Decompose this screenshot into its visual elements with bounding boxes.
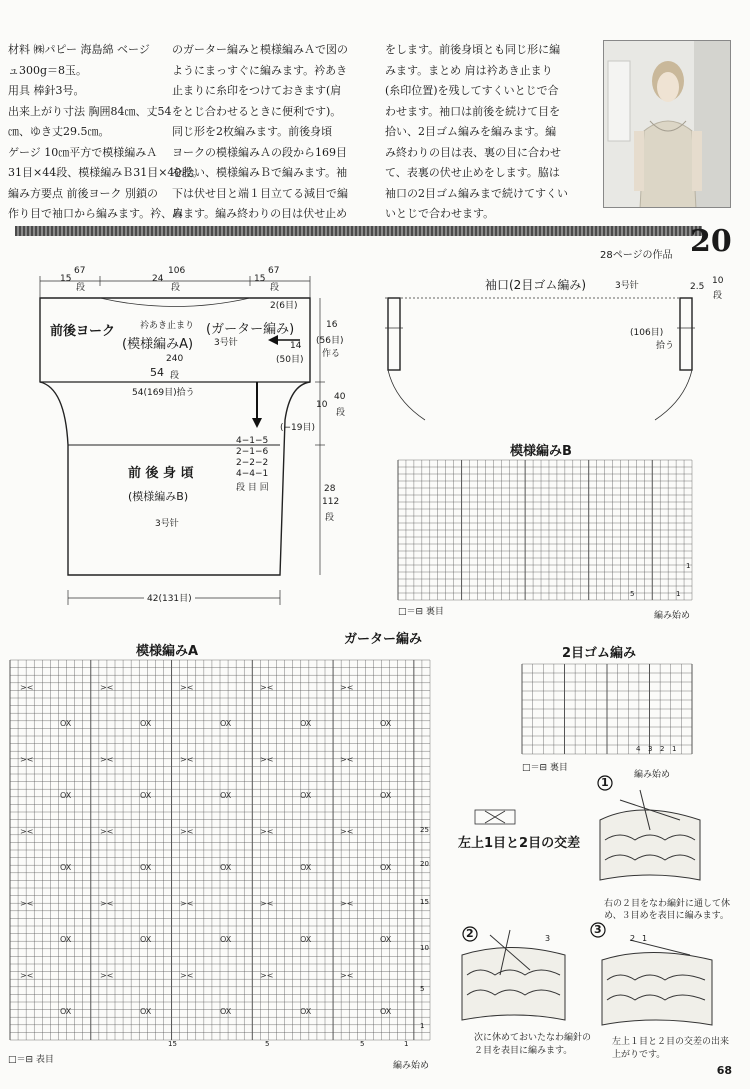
rib-col-2: 2 — [660, 745, 665, 753]
chart-a-bottom-1: 1 — [404, 1040, 409, 1048]
chart-a-row-10: 10 — [420, 944, 429, 952]
dim-16: 16 — [326, 320, 338, 330]
chart-a-row-5: 5 — [420, 985, 425, 993]
chart-a-legend: □＝⊟ 表目 — [8, 1055, 54, 1065]
intro-line: ようにまっすぐに編みます。衿あき — [172, 63, 348, 77]
svg-text:><: >< — [20, 755, 34, 764]
chart-b-start: 編み始め — [654, 611, 691, 621]
svg-text:OX: OX — [60, 791, 72, 800]
svg-text:><: >< — [260, 899, 274, 908]
svg-text:OX: OX — [140, 1007, 152, 1016]
svg-text:><: >< — [180, 683, 194, 692]
decrease-2: 2−1−6 — [236, 447, 269, 457]
svg-text:><: >< — [340, 683, 354, 692]
body-title: 前 後 身 頃 — [128, 466, 194, 481]
step2-text-2: ２目を表目に編みます。 — [474, 1046, 573, 1056]
neck-label: 衿あき止まり — [140, 321, 195, 331]
chart-a-bottom-5b: 5 — [360, 1040, 365, 1048]
rib-title: 2目ゴム編み — [562, 646, 637, 661]
body-needle: 3号针 — [155, 519, 179, 529]
step3-text-2: 上がりです。 — [612, 1050, 666, 1060]
svg-text:OX: OX — [220, 863, 232, 872]
chart-a-row-15: 15 — [420, 898, 429, 906]
stitch-num-3: 3 — [545, 934, 551, 943]
chart-a-row-20: 20 — [420, 860, 429, 868]
svg-text:><: >< — [340, 899, 354, 908]
intro-line: をします。前後身頃とも同じ形に編 — [385, 43, 561, 56]
svg-text:OX: OX — [300, 719, 312, 728]
intro-line: 作り目で袖口から編みます。衿、肩 — [8, 207, 184, 220]
intro-line: み終わりの目は表、裏の目に合わせ — [385, 145, 561, 159]
svg-text:OX: OX — [220, 791, 232, 800]
dim-67-right: 67 — [268, 266, 280, 276]
chart-a-start: 編み始め — [393, 1061, 430, 1071]
intro-line: ゲージ 10㎝平方で模様編みＡ — [8, 145, 158, 159]
decrease-units: 段 目 回 — [236, 483, 269, 493]
svg-text:><: >< — [100, 899, 114, 908]
decrease-3: 2−2−2 — [236, 458, 269, 468]
svg-text:OX: OX — [220, 719, 232, 728]
cuff-dim-dan: 段 — [713, 291, 723, 301]
svg-text:OX: OX — [140, 791, 152, 800]
dim-dan-left: 段 — [76, 283, 86, 293]
svg-text:OX: OX — [140, 863, 152, 872]
chart-a-bottom-5a: 5 — [265, 1040, 270, 1048]
svg-text:><: >< — [340, 971, 354, 980]
dim-50: (50目) — [276, 355, 304, 365]
yoke-needle: 3号针 — [214, 338, 238, 348]
svg-text:><: >< — [100, 971, 114, 980]
dim-2-6: 2(6目) — [270, 301, 298, 311]
svg-text:><: >< — [100, 755, 114, 764]
dim-112-dan: 段 — [325, 513, 335, 523]
dim-40-dan: 段 — [336, 408, 346, 418]
svg-text:OX: OX — [380, 935, 392, 944]
svg-text:><: >< — [260, 683, 274, 692]
step1-text-1: 右の２目をなわ編針に通して休 — [604, 899, 731, 909]
svg-text:><: >< — [260, 755, 274, 764]
rib-legend: □＝⊟ 裏目 — [522, 763, 568, 773]
body-pattern: (模様編みB) — [128, 490, 189, 503]
svg-text:><: >< — [20, 899, 34, 908]
chart-b-title: 模様編みB — [510, 444, 572, 459]
svg-text:OX: OX — [60, 1007, 72, 1016]
dim-14: 14 — [290, 341, 302, 351]
dim-106: 106 — [168, 266, 186, 276]
dim-42: 42(131目) — [144, 591, 195, 604]
svg-text:OX: OX — [220, 935, 232, 944]
cuff-dim-25: 2.5 — [690, 282, 705, 292]
width-240: 240 — [166, 354, 184, 364]
intro-line: を拾い、模様編みＢで編みます。袖 — [172, 166, 348, 179]
step1-text-2: め、３目めを表目に編みます。 — [604, 911, 729, 921]
svg-text:OX: OX — [220, 1007, 232, 1016]
chart-a-row-1: 1 — [420, 1022, 425, 1030]
step1-number: 1 — [601, 776, 609, 789]
dim-15-left: 15 — [60, 274, 72, 284]
svg-text:OX: OX — [380, 1007, 392, 1016]
yoke-title: 前後ヨーク — [50, 324, 116, 339]
svg-text:><: >< — [180, 899, 194, 908]
intro-line: ュ300g＝8玉。 — [8, 63, 88, 77]
cuff-pickup-1: (106目) — [630, 328, 664, 338]
svg-text:OX: OX — [380, 863, 392, 872]
cuff-needle: 3号针 — [615, 281, 639, 291]
dim-24: 24 — [152, 274, 164, 284]
chart-a-row-25: 25 — [420, 826, 429, 834]
step2-number: 2 — [466, 927, 474, 940]
svg-text:OX: OX — [380, 719, 392, 728]
svg-text:><: >< — [20, 683, 34, 692]
dim-dan-mid: 段 — [171, 283, 181, 293]
svg-text:><: >< — [260, 971, 274, 980]
svg-text:OX: OX — [300, 1007, 312, 1016]
svg-text:OX: OX — [60, 719, 72, 728]
dim-67-left: 67 — [74, 266, 86, 276]
svg-text:OX: OX — [140, 935, 152, 944]
step2-text-1: 次に休めておいたなわ編針の — [474, 1033, 592, 1043]
svg-text:><: >< — [20, 827, 34, 836]
intro-line: 用具 棒針3号。 — [8, 84, 85, 97]
intro-line: 材料 ㈱パピー 海島綿 ベージ — [8, 43, 150, 56]
width-54: 54 — [150, 366, 164, 379]
svg-text:><: >< — [100, 827, 114, 836]
chart-b-col1: 1 — [676, 590, 681, 598]
dim-minus19: (−19目) — [280, 423, 316, 433]
rib-col-4: 4 — [636, 745, 641, 753]
svg-text:OX: OX — [300, 935, 312, 944]
page-number: 68 — [716, 1064, 732, 1077]
svg-text:><: >< — [340, 755, 354, 764]
width-dan: 段 — [170, 371, 180, 381]
stitch-num-2: 2 — [630, 934, 636, 943]
intro-line: て、表裏の伏せ止めをします。脇は — [385, 166, 560, 179]
dim-28: 28 — [324, 484, 336, 494]
step3-text-1: 左上１目と２目の交差の出来 — [612, 1037, 730, 1047]
stitch-num-1: 1 — [642, 934, 648, 943]
svg-text:OX: OX — [140, 719, 152, 728]
intro-line: ㎝、ゆき丈29.5㎝。 — [8, 125, 110, 138]
dim-10: 10 — [316, 400, 328, 410]
svg-text:><: >< — [180, 827, 194, 836]
dim-dan-right: 段 — [270, 283, 280, 293]
intro-line: 拾い、2目ゴム編みを編みます。編 — [385, 125, 557, 138]
cuff-title: 袖口(2目ゴム編み) — [485, 278, 586, 292]
svg-text:OX: OX — [60, 935, 72, 944]
intro-line: いとじで合わせます。 — [385, 207, 495, 220]
chart-a-bottom-15: 15 — [168, 1040, 177, 1048]
svg-text:OX: OX — [300, 791, 312, 800]
intro-line: 編み方要点 前後ヨーク 別鎖の — [8, 186, 158, 200]
svg-text:><: >< — [260, 827, 274, 836]
svg-text:><: >< — [340, 827, 354, 836]
rib-col-1: 1 — [672, 745, 677, 753]
intro-line: みます。編み終わりの目は伏せ止め — [172, 207, 348, 220]
dim-112: 112 — [322, 497, 340, 507]
step3-number: 3 — [594, 923, 602, 936]
dim-tsukuru: 作る — [322, 349, 341, 359]
cuff-pickup-2: 拾う — [656, 341, 675, 351]
intro-line: 31目×44段、模様編みＢ31目×40段。 — [8, 166, 204, 179]
pattern-number: 20 — [690, 224, 732, 259]
intro-line: のガーター編みと模様編みＡで図の — [172, 43, 348, 56]
svg-text:><: >< — [180, 971, 194, 980]
intro-line: (糸印位置)を残してすくいとじで合 — [385, 84, 559, 97]
cross-title: 左上1目と2目の交差 — [458, 836, 581, 851]
chart-a-garter: ガーター編み — [344, 632, 423, 647]
chart-b-legend: □＝⊟ 裏目 — [398, 607, 444, 617]
intro-line: 止まりに糸印をつけておきます(肩 — [172, 84, 342, 97]
svg-text:><: >< — [20, 971, 34, 980]
intro-line: をとじ合わせるときに便利です)。 — [172, 104, 342, 118]
chart-b-col5: 5 — [630, 590, 635, 598]
yoke-pattern: (模様編みA) — [122, 337, 194, 352]
svg-text:OX: OX — [380, 791, 392, 800]
svg-text:OX: OX — [300, 863, 312, 872]
garter-label: (ガーター編み) — [206, 322, 295, 337]
intro-line: 出来上がり寸法 胸囲84㎝、丈54 — [8, 104, 172, 118]
chart-b-row1: 1 — [686, 562, 691, 570]
intro-line: みます。まとめ 肩は衿あき止まり — [385, 63, 553, 77]
svg-text:><: >< — [180, 755, 194, 764]
cuff-dim-10: 10 — [712, 276, 724, 286]
intro-line: ヨークの模様編みＡの段から169目 — [172, 145, 347, 159]
dim-15-right: 15 — [254, 274, 266, 284]
intro-line: 下は伏せ目と端１目立てる減目で編 — [172, 186, 348, 200]
decrease-4: 4−4−1 — [236, 469, 269, 479]
rib-col-3: 3 — [648, 745, 653, 753]
pickup-label: 54(169目)拾う — [132, 388, 195, 398]
svg-text:><: >< — [100, 683, 114, 692]
dim-40: 40 — [334, 392, 346, 402]
dim-56: (56目) — [316, 336, 344, 346]
intro-line: わせます。袖口は前後を続けて目を — [385, 104, 561, 118]
rib-start: 編み始め — [634, 770, 671, 780]
page-reference: 28ページの作品 — [600, 250, 673, 261]
intro-line: 袖口の2目ゴム編みまで続けてすくい — [385, 186, 568, 200]
svg-text:OX: OX — [60, 863, 72, 872]
intro-line: 同じ形を2枚編みます。前後身頃 — [172, 125, 333, 138]
decrease-1: 4−1−5 — [236, 436, 269, 446]
chart-a-title: 模様編みA — [136, 644, 199, 659]
